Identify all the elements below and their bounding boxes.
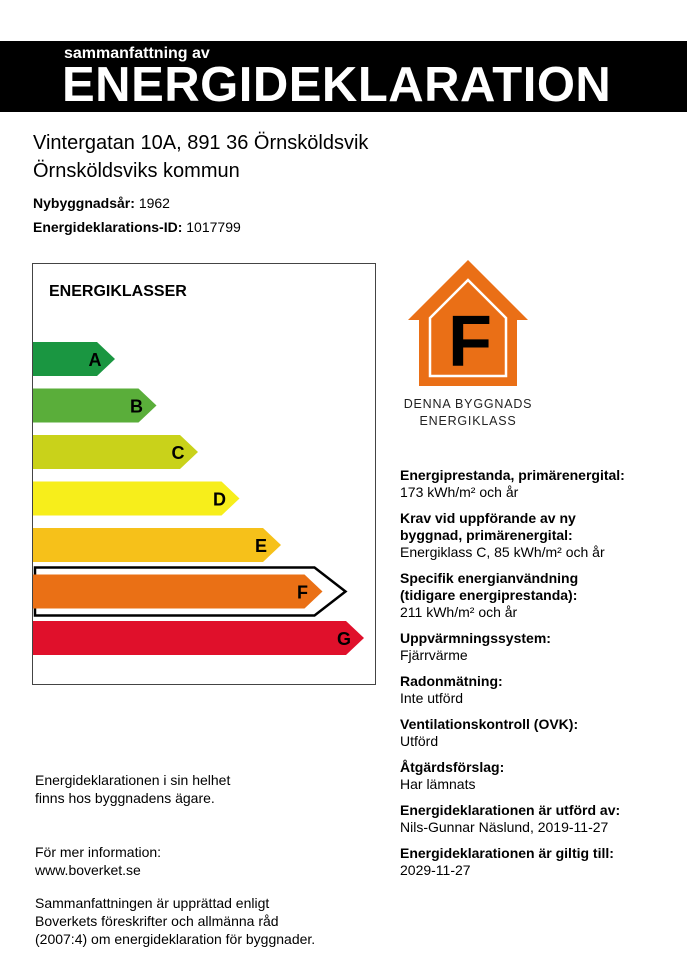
- build-year-value: 1962: [138, 195, 170, 211]
- energy-class-scale: [32, 263, 376, 685]
- info-radon: Radonmätning: Inte utförd: [400, 673, 503, 706]
- summary-note-2: Boverkets föreskrifter och allmänna råd: [35, 913, 279, 929]
- energy-class-bar-g: [33, 621, 364, 655]
- info-valid-until: Energideklarationen är giltig till: 2029-11-27: [400, 845, 614, 878]
- declaration-id-value: 1017799: [186, 219, 241, 235]
- declaration-id-label: Energideklarations-ID:: [33, 219, 183, 235]
- energy-class-bar-a: [33, 342, 115, 376]
- energy-class-badge: [398, 258, 538, 438]
- badge-caption-1: DENNA BYGGNADS: [403, 397, 533, 411]
- energy-class-label-c: C: [171, 443, 185, 463]
- header-banner: [0, 41, 687, 112]
- energy-class-e: [33, 528, 281, 562]
- energy-class-a: [33, 342, 115, 376]
- header-title: ENERGIDEKLARATION: [62, 58, 612, 112]
- info-specific-energy-use: Specifik energianvändning (tidigare energiprestanda): 211 kWh/m² och år: [400, 570, 579, 620]
- energy-class-label-f: F: [297, 582, 308, 603]
- energy-class-d: [33, 482, 240, 516]
- energy-class-heading: ENERGIKLASSER: [49, 283, 187, 300]
- header-subtitle: sammanfattning av: [64, 45, 210, 62]
- address-line: Vintergatan 10A, 891 36 Örnsköldsvik: [33, 132, 369, 154]
- energy-class-label-e: E: [254, 536, 268, 556]
- info-measures: Åtgärdsförslag: Har lämnats: [400, 759, 505, 792]
- energy-class-c: [33, 435, 198, 469]
- svg-text:F: F: [448, 302, 492, 382]
- energy-class-f: [33, 568, 346, 616]
- energy-class-g: [33, 621, 364, 655]
- info-heating-system: Uppvärmningssystem: Fjärrvärme: [400, 630, 551, 663]
- owner-note-2: finns hos byggnadens ägare.: [35, 790, 215, 806]
- energy-class-label-d: D: [213, 489, 226, 510]
- declaration-id: [33, 219, 241, 235]
- energy-class-b: [33, 389, 157, 423]
- build-year-label: Nybyggnadsår:: [33, 195, 135, 211]
- energy-class-label-b: B: [130, 396, 143, 417]
- info-new-building-requirement: Krav vid uppförande av ny byggnad, primärenergital: Energiklass C, 85 kWh/m² och år: [400, 510, 605, 560]
- boverket-link[interactable]: www.boverket.se: [35, 862, 141, 878]
- energy-class-bars: [33, 264, 377, 686]
- info-performed-by: Energideklarationen är utförd av: Nils-Gunnar Näslund, 2019-11-27: [400, 802, 621, 835]
- info-list: [400, 467, 685, 888]
- energy-class-label-a: A: [88, 350, 102, 370]
- energy-class-bar-d: [33, 482, 240, 516]
- badge-caption-2: ENERGIKLASS: [419, 414, 517, 428]
- energy-class-label-g: G: [336, 629, 352, 649]
- house-icon: [398, 258, 538, 393]
- owner-note-1: Energideklarationen i sin helhet: [35, 772, 231, 788]
- info-ventilation: Ventilationskontroll (OVK): Utförd: [400, 716, 579, 749]
- summary-note-3: (2007:4) om energideklaration för byggnader.: [35, 931, 316, 947]
- energy-class-bar-e: [33, 528, 281, 562]
- summary-note-1: Sammanfattningen är upprättad enligt: [35, 895, 270, 911]
- energy-class-bar-f: [33, 575, 323, 609]
- municipality-line: Örnsköldsviks kommun: [33, 160, 240, 182]
- info-primary-energy: Energiprestanda, primärenergital: 173 kWh/m² och år: [400, 467, 625, 500]
- build-year: [33, 195, 170, 211]
- more-info-label: För mer information:: [35, 844, 162, 860]
